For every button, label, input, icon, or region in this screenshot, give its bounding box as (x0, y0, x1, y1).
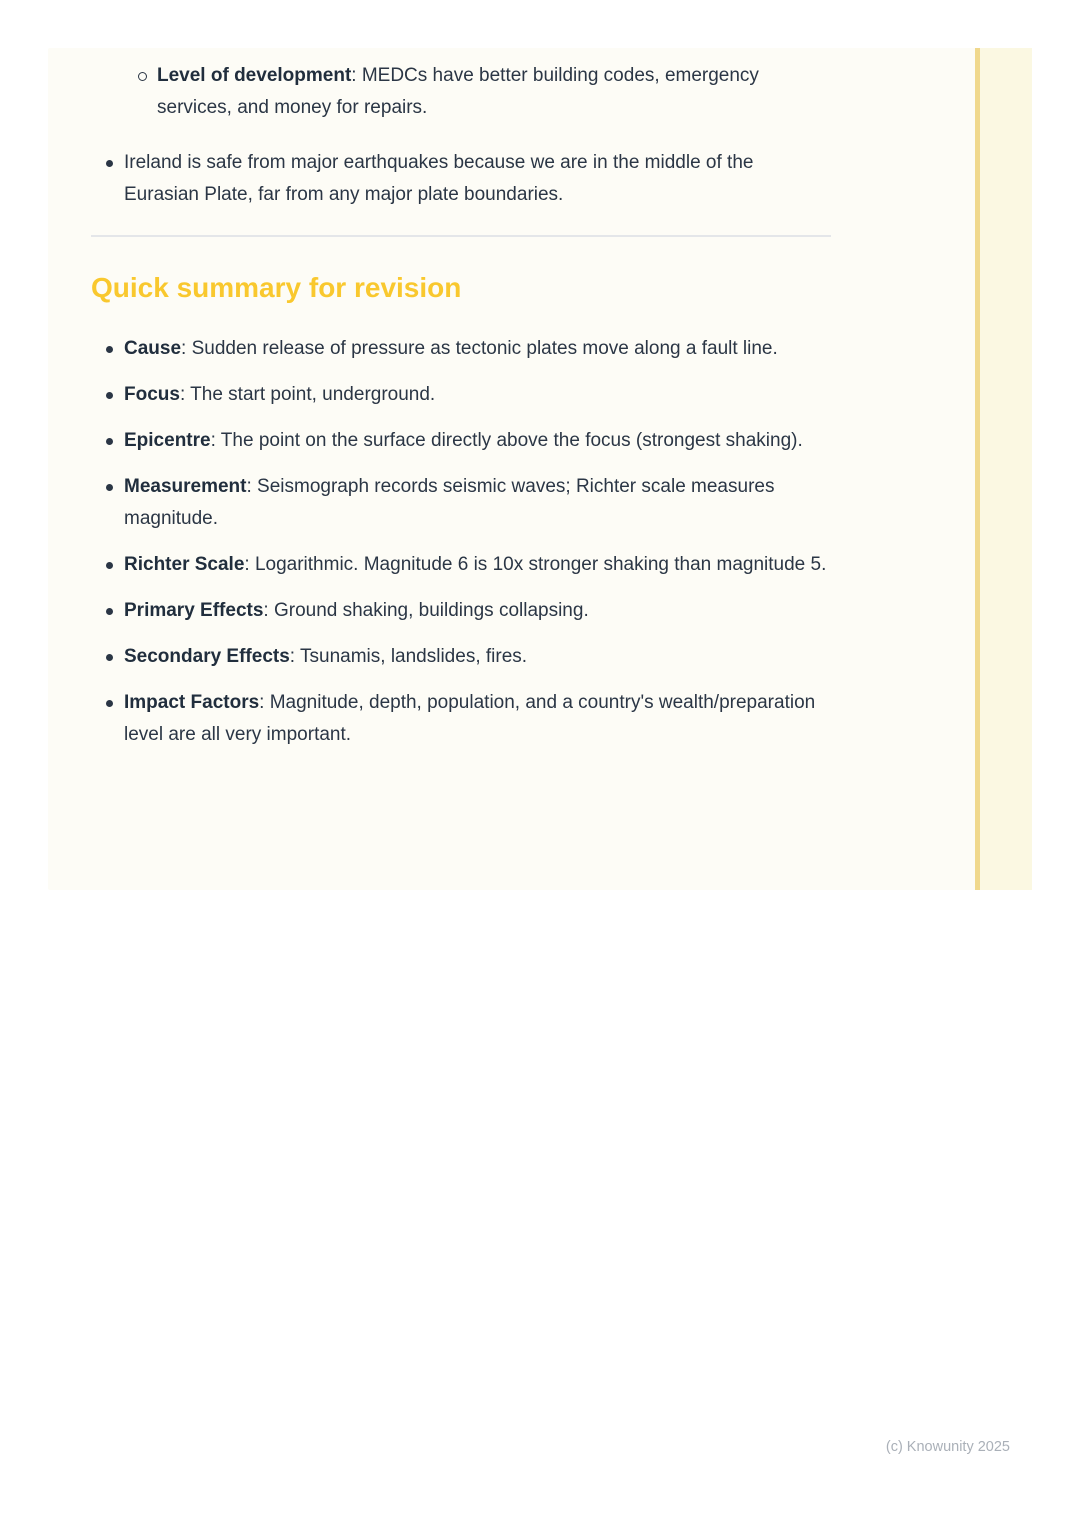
term-description: : Sudden release of pressure as tectonic plates move along a fault line. (181, 338, 778, 359)
bullet-dot-icon (104, 333, 124, 365)
term: Epicentre (124, 430, 211, 451)
term: Cause (124, 338, 182, 359)
term: Secondary Effects (124, 646, 290, 667)
section-heading: Quick summary for revision (91, 272, 462, 303)
list-item (104, 147, 831, 211)
summary-list (91, 333, 831, 751)
term: Richter Scale (124, 554, 245, 575)
section-divider (91, 235, 831, 237)
term-description: : Logarithmic. Magnitude 6 is 10x stronger shaking than magnitude 5. (244, 554, 827, 575)
bullet-dot-icon (104, 549, 124, 581)
list-item-text (124, 425, 803, 457)
list-item-text (124, 595, 589, 627)
notes-content (91, 60, 831, 765)
bullet-dot-icon (104, 595, 124, 627)
bullet-dot-icon (104, 147, 124, 211)
yellow-accent-stripe (975, 48, 1032, 890)
term-description: : Magnitude, depth, population, and a country's wealth/preparation level are all very important. (124, 692, 816, 745)
list-item-text (124, 641, 527, 673)
bullet-dot-icon (104, 471, 124, 535)
term: Measurement (124, 476, 247, 497)
list-item-text (124, 471, 831, 535)
term: Impact Factors (124, 692, 260, 713)
bullet-dot-icon (104, 379, 124, 411)
term-description: : MEDCs have better building codes, emergency services, and money for repairs. (157, 65, 759, 118)
list-item-text (124, 379, 435, 411)
term-description: : Ground shaking, buildings collapsing. (263, 600, 589, 621)
bullet-dot-icon (104, 425, 124, 457)
copyright-text: (c) Knowunity 2025 (885, 1439, 1010, 1455)
list-item-text (124, 333, 778, 365)
term: Level of development (157, 65, 352, 86)
term: Primary Effects (124, 600, 264, 621)
list-item-text (157, 60, 831, 124)
bullet-dot-icon (104, 687, 124, 751)
term-description: : Tsunamis, landslides, fires. (289, 646, 528, 667)
list-item (104, 549, 831, 581)
bullet-dot-icon (104, 641, 124, 673)
list-item (104, 471, 831, 535)
term-description: : Seismograph records seismic waves; Richter scale measures magnitude. (124, 476, 775, 529)
list-item (137, 60, 831, 124)
list-item-text (124, 687, 831, 751)
term-description: : The point on the surface directly above the focus (strongest shaking). (210, 430, 803, 451)
term-description: : The start point, underground. (179, 384, 436, 405)
list-item-text (124, 549, 826, 581)
list-item (104, 641, 831, 673)
list-item (104, 379, 831, 411)
notes-card (48, 48, 1032, 890)
list-item (104, 333, 831, 365)
list-item (104, 425, 831, 457)
list-item-text: Ireland is safe from major earthquakes because we are in the middle of the Eurasian Plate, far from any major plate boundaries. (124, 152, 754, 205)
term: Focus (124, 384, 180, 405)
bullet-circle-icon (137, 60, 157, 124)
list-item (104, 595, 831, 627)
list-item (104, 687, 831, 751)
